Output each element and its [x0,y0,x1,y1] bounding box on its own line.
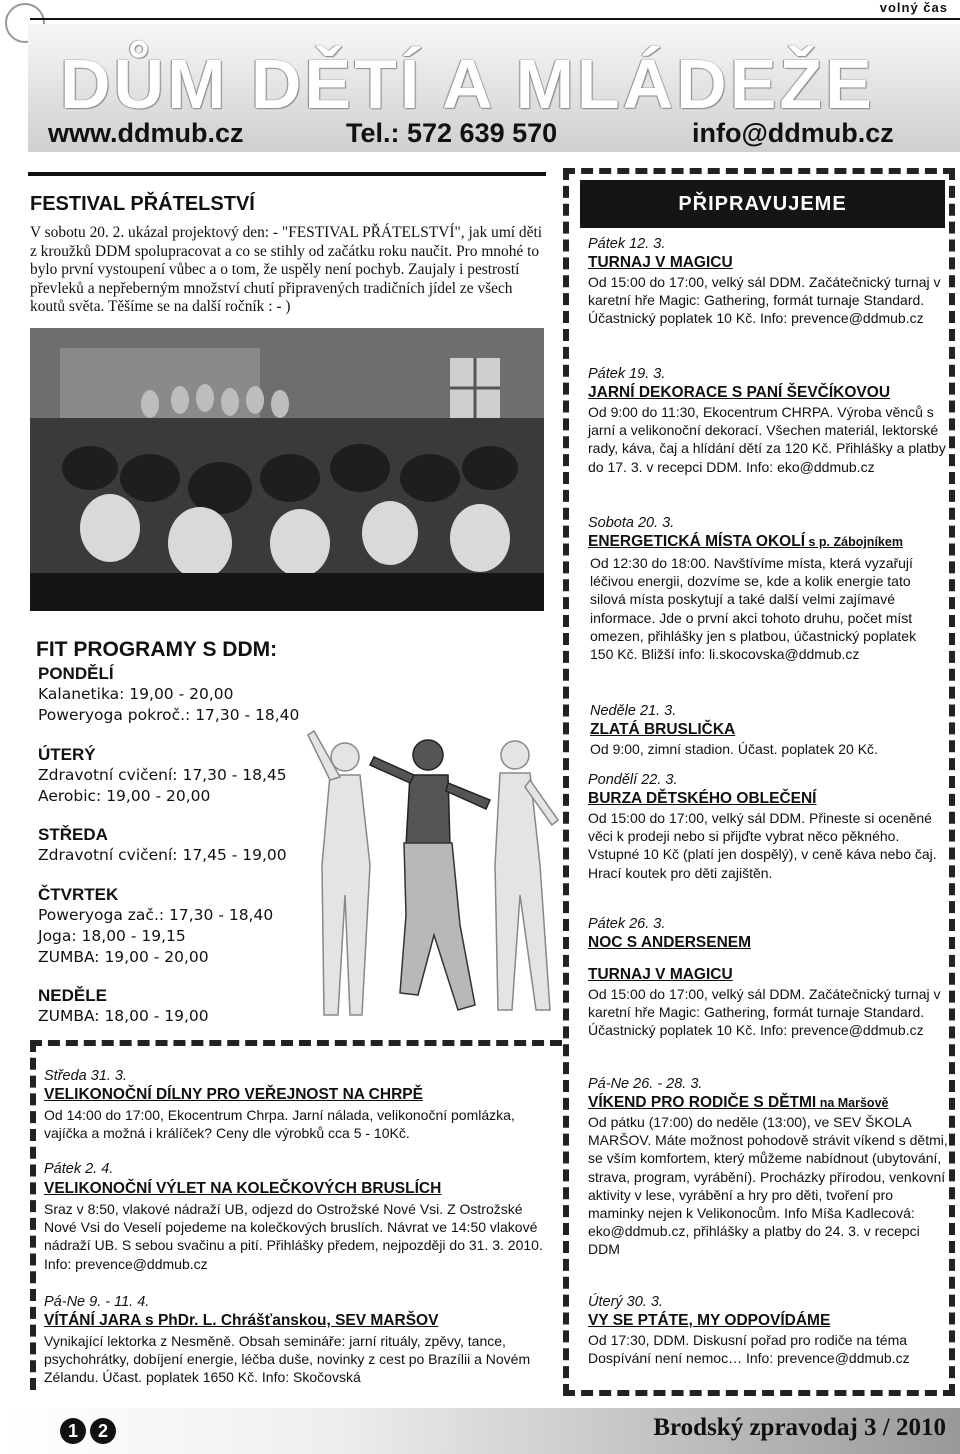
event-body: Od 9:00, zimní stadion. Účast. poplatek 20 Kč. [590,741,878,757]
event-title: VÍTÁNÍ JARA s PhDr. L. Chrášťanskou, SEV MARŠOV [44,1312,439,1329]
fit-day-label: PONDĚLÍ [38,664,114,683]
event-date: Pátek 19. 3. [588,366,666,382]
fit-day-label: ČTVRTEK [38,885,119,904]
event-date: Pá-Ne 9. - 11. 4. [44,1294,150,1310]
fit-schedule-line: Aerobic: 19,00 - 20,00 [38,787,211,805]
event-title-suffix: na Maršově [816,1096,889,1110]
fit-schedule-line: Joga: 18,00 - 19,15 [38,927,186,945]
event-date: Úterý 30. 3. [588,1294,663,1310]
fit-day-label: ÚTERÝ [38,745,96,764]
festival-photo-illustration [30,328,544,611]
event-body: Vynikající lektorka z Nesměně. Obsah semináře: jarní rituály, zpěvy, tance, psychohrátky, dobíjení energie, léčba duše, novinky z cest po Brazílii a Novém Zélandu. Účast. poplatek 1650 Kč. Info: Skočovská [44,1333,531,1386]
event-title: JARNÍ DEKORACE S PANÍ ŠEVČÍKOVOU [588,384,891,401]
event-body: Od 12:30 do 18:00. Navštívíme místa, která vyzařují léčivou energii, dozvíme se, kde a kolik energie tato silová místa poskytují a také další velmi zajímavé informace. Jde o první akci tohoto druhu, počet míst omezen, přihlášky jen s platbou, účastnický poplatek 150 Kč. Bližší info: li.skocovska@ddmub.cz [590,555,917,663]
festival-rule [28,172,546,176]
festival-text: V sobotu 20. 2. ukázal projektový den: - "FESTIVAL PŘÁTELSTVÍ", jak umí děti z kroužků DDM spolupracovat a co se stihly od začátku roku naučit. Pro mnohé to bylo první vystoupení vůbec a o tom, že uspěly není pochyb. Zaujaly i pestrostí převleků a nepřeberným množství chutí připravených tradičních jídel ze všech koutů světa. Těšíme se na další ročník : - ) [30,224,542,315]
event-title: ZLATÁ BRUSLIČKA [590,721,736,738]
festival-photo [30,328,544,611]
header-website: www.ddmub.cz [48,118,244,148]
event-title: VELIKONOČNÍ VÝLET NA KOLEČKOVÝCH BRUSLÍCH [44,1180,442,1197]
dancers-illustration [300,725,565,1025]
fit-schedule-line: Poweryoga pokroč.: 17,30 - 18,40 [38,706,300,724]
fit-schedule-line: Zdravotní cvičení: 17,30 - 18,45 [38,766,287,784]
ddm-header [28,24,960,152]
event-title: VY SE PTÁTE, MY ODPOVÍDÁME [588,1312,831,1329]
festival-title: FESTIVAL PŘÁTELSTVÍ [30,193,255,215]
event-title: TURNAJ V MAGICU [588,966,733,983]
header-phone: Tel.: 572 639 570 [346,118,558,148]
header-email: info@ddmub.cz [692,118,894,148]
event-date: Neděle 21. 3. [590,703,677,719]
event-body: Od 15:00 do 17:00, velký sál DDM. Přineste si oceněné věci k prodeji nebo si přijďte vybrat něco pěkného. Vstupné 10 Kč (platí jen dospělý), v ceně káva nebo čaj. Hrací koutek pro děti zajištěn. [588,810,937,881]
event-date: Pátek 26. 3. [588,916,666,932]
fit-schedule-line: ZUMBA: 19,00 - 20,00 [38,948,209,966]
event-title: VELIKONOČNÍ DÍLNY PRO VEŘEJNOST NA CHRPĚ [44,1086,423,1103]
fit-day-label: STŘEDA [38,825,108,844]
top-rule [30,18,960,20]
page-number-digit: 1 [60,1418,86,1444]
event-title: BURZA DĚTSKÉHO OBLEČENÍ [588,790,817,807]
event-title-suffix: s p. Zábojníkem [805,535,903,549]
event-body: Od 9:00 do 11:30, Ekocentrum CHRPA. Výroba věnců s jarní a velikonoční dekorací. Všechen materiál, lektorské rady, káva, čaj a hlídání dětí za 120 Kč. Přihlášky a platby do 17. 3. v recepci DDM. Info: eko@ddmub.cz [588,404,946,475]
event-date: Středa 31. 3. [44,1068,128,1084]
event-body: Od 15:00 do 17:00, velký sál DDM. Začátečnický turnaj v karetní hře Magic: Gathering, formát turnaje Standard. Účastnický poplatek 10 Kč. Info: prevence@ddmub.cz [588,986,941,1039]
event-title [588,533,903,551]
event-title-text: ENERGETICKÁ MÍSTA OKOLÍ [588,533,805,550]
fit-schedule-line: ZUMBA: 18,00 - 19,00 [38,1007,209,1025]
event-body: Od 15:00 do 17:00, velký sál DDM. Začátečnický turnaj v karetní hře Magic: Gathering, formát turnaje Standard. Účastnický poplatek 10 Kč. Info: prevence@ddmub.cz [588,274,941,327]
event-date: Pá-Ne 26. - 28. 3. [588,1076,703,1092]
fit-schedule-line: Kalanetika: 19,00 - 20,00 [38,685,234,703]
event-body: Od 17:30, DDM. Diskusní pořad pro rodiče na téma Dospívání není nemoc… Info: prevence@ddmub.cz [588,1332,910,1367]
fit-title: FIT PROGRAMY S DDM: [36,638,278,661]
upcoming-heading: PŘIPRAVUJEME [678,193,847,215]
event-date: Sobota 20. 3. [588,515,675,531]
event-title: NOC S ANDERSENEM [588,934,752,951]
event-body: Sraz v 8:50, vlakové nádraží UB, odjezd do Ostrožské Nové Vsi. Z Ostrožské Nové Vsi do Veselí pojedeme na kolečkových bruslích. Návrat ve 14:50 vlakové nádraží UB. S sebou svačinu a pití. Přihlášky předem, nejpozději do 31. 3. 2010. Info: prevence@ddmub.cz [44,1201,543,1272]
fit-schedule-line: Poweryoga zač.: 17,30 - 18,40 [38,906,274,924]
fit-schedule-line: Zdravotní cvičení: 17,45 - 19,00 [38,846,287,864]
event-date: Pátek 2. 4. [44,1161,114,1177]
section-label: volný čas [879,0,948,15]
event-date: Pátek 12. 3. [588,236,666,252]
publication-name: Brodský zpravodaj 3 / 2010 [653,1414,946,1441]
event-title: TURNAJ V MAGICU [588,254,733,271]
event-date: Pondělí 22. 3. [588,772,678,788]
header-title: DŮM DĚTÍ A MLÁDEŽE [60,45,875,123]
page-number-digit: 2 [90,1418,116,1444]
event-title [588,1094,888,1112]
event-title-text: VÍKEND PRO RODIČE S DĚTMI [588,1094,817,1111]
event-body: Od pátku (17:00) do neděle (13:00), ve SEV ŠKOLA MARŠOV. Máte možnost pohodově strávit víkend s dětmi, se vším komfortem, který můžeme nabídnout (ubytování, strava, program, vyrábění). Procházky přírodou, venkovní aktivity v lese, vyrábění a hry pro děti, tvoření pro maminky nejen k Velikonocům. Info Míša Kadlecová: eko@ddmub.cz, přihlášky a platby do 24. 3. v recepci DDM [588,1114,948,1258]
fit-day-label: NEDĚLE [38,986,107,1005]
event-body: Od 14:00 do 17:00, Ekocentrum Chrpa. Jarní nálada, velikonoční pomlázka, vajíčka a možná i králíček? Ceny dle výrobků cca 5 - 10Kč. [44,1107,515,1142]
